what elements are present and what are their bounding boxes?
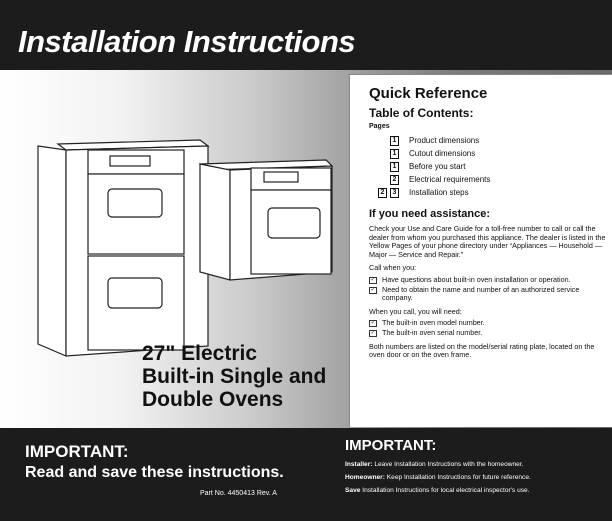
checklist-item bbox=[369, 319, 606, 328]
product-title bbox=[142, 342, 326, 411]
checklist-item-text: Need to obtain the name and number of an authorized service company. bbox=[382, 284, 580, 303]
checklist-item-text: The built-in oven serial number. bbox=[382, 327, 483, 337]
checkbox-icon: ✓ bbox=[370, 276, 376, 283]
quick-reference-panel bbox=[349, 74, 612, 427]
page-number: 2 bbox=[378, 188, 387, 198]
note-line bbox=[345, 458, 607, 471]
note-text: Leave Installation Instructions with the homeowner. bbox=[374, 461, 524, 468]
checkbox-icon: ✓ bbox=[370, 320, 376, 327]
footer-bar bbox=[0, 428, 612, 521]
assistance-title: If you need assistance: bbox=[369, 208, 491, 220]
part-number: Part No. 4450413 Rev. A bbox=[200, 490, 277, 497]
toc-item[interactable] bbox=[369, 186, 606, 199]
note-label: Installer: bbox=[345, 461, 373, 468]
toc-item[interactable] bbox=[369, 160, 606, 173]
important-heading: IMPORTANT: bbox=[25, 442, 129, 461]
page-number: 1 bbox=[390, 162, 399, 172]
note-label: Homeowner: bbox=[345, 474, 385, 481]
checklist-item-text: The built-in oven model number. bbox=[382, 318, 485, 328]
toc-item-label: Before you start bbox=[409, 162, 466, 171]
note-line bbox=[345, 471, 607, 484]
rating-plate-text: Both numbers are listed on the model/serial rating plate, located on the oven door or on the oven frame. bbox=[369, 341, 595, 360]
toc-item[interactable] bbox=[369, 134, 606, 147]
toc-item[interactable] bbox=[369, 147, 606, 160]
page-number: 1 bbox=[390, 136, 399, 146]
quick-reference-title: Quick Reference bbox=[369, 85, 488, 102]
toc-item[interactable] bbox=[369, 173, 606, 186]
page-title: Installation Instructions bbox=[18, 24, 356, 59]
note-line bbox=[345, 484, 607, 497]
toc-item-label: Electrical requirements bbox=[409, 175, 491, 184]
checklist-item bbox=[369, 329, 606, 338]
page-number: 3 bbox=[390, 188, 399, 198]
important-notes bbox=[345, 458, 607, 497]
assistance-text: Check your Use and Care Guide for a toll-free number to call or call the dealer from whom you purchased this appliance. The dealer is listed in the Yellow Pages of your phone directory under “Appliances — Household — Major — Service and Repair.” bbox=[369, 224, 606, 259]
page-number: 1 bbox=[390, 149, 399, 159]
checklist-item-text: Have questions about built-in oven installation or operation. bbox=[382, 274, 571, 284]
product-title-line: Double Ovens bbox=[142, 388, 284, 411]
toc-item-label: Cutout dimensions bbox=[409, 149, 476, 158]
note-label: Save bbox=[345, 487, 361, 494]
call-when-label: Call when you: bbox=[369, 263, 417, 273]
need-label: When you call, you will need: bbox=[369, 306, 462, 316]
checklist-item bbox=[369, 286, 606, 303]
note-text: Keep Installation Instructions for future reference. bbox=[386, 474, 531, 481]
product-title-line: Built-in Single and bbox=[142, 365, 327, 388]
toc-item-label: Installation steps bbox=[409, 188, 469, 197]
page-number: 2 bbox=[390, 175, 399, 185]
pages-label: Pages bbox=[369, 123, 390, 130]
toc-item-label: Product dimensions bbox=[409, 136, 480, 145]
checkbox-icon: ✓ bbox=[370, 286, 376, 293]
checklist-item bbox=[369, 276, 606, 285]
header-bar bbox=[0, 0, 612, 70]
read-save-notice: Read and save these instructions. bbox=[25, 464, 284, 481]
toc-list bbox=[369, 134, 606, 199]
need-list bbox=[369, 319, 606, 337]
checkbox-icon: ✓ bbox=[370, 329, 376, 336]
note-text: Installation Instructions for local electrical inspector's use. bbox=[362, 487, 530, 494]
important-heading-right: IMPORTANT: bbox=[345, 437, 437, 454]
product-title-line: 27" Electric bbox=[142, 342, 258, 365]
toc-title: Table of Contents: bbox=[369, 106, 474, 120]
oven-illustration bbox=[30, 132, 350, 372]
call-list bbox=[369, 276, 606, 303]
